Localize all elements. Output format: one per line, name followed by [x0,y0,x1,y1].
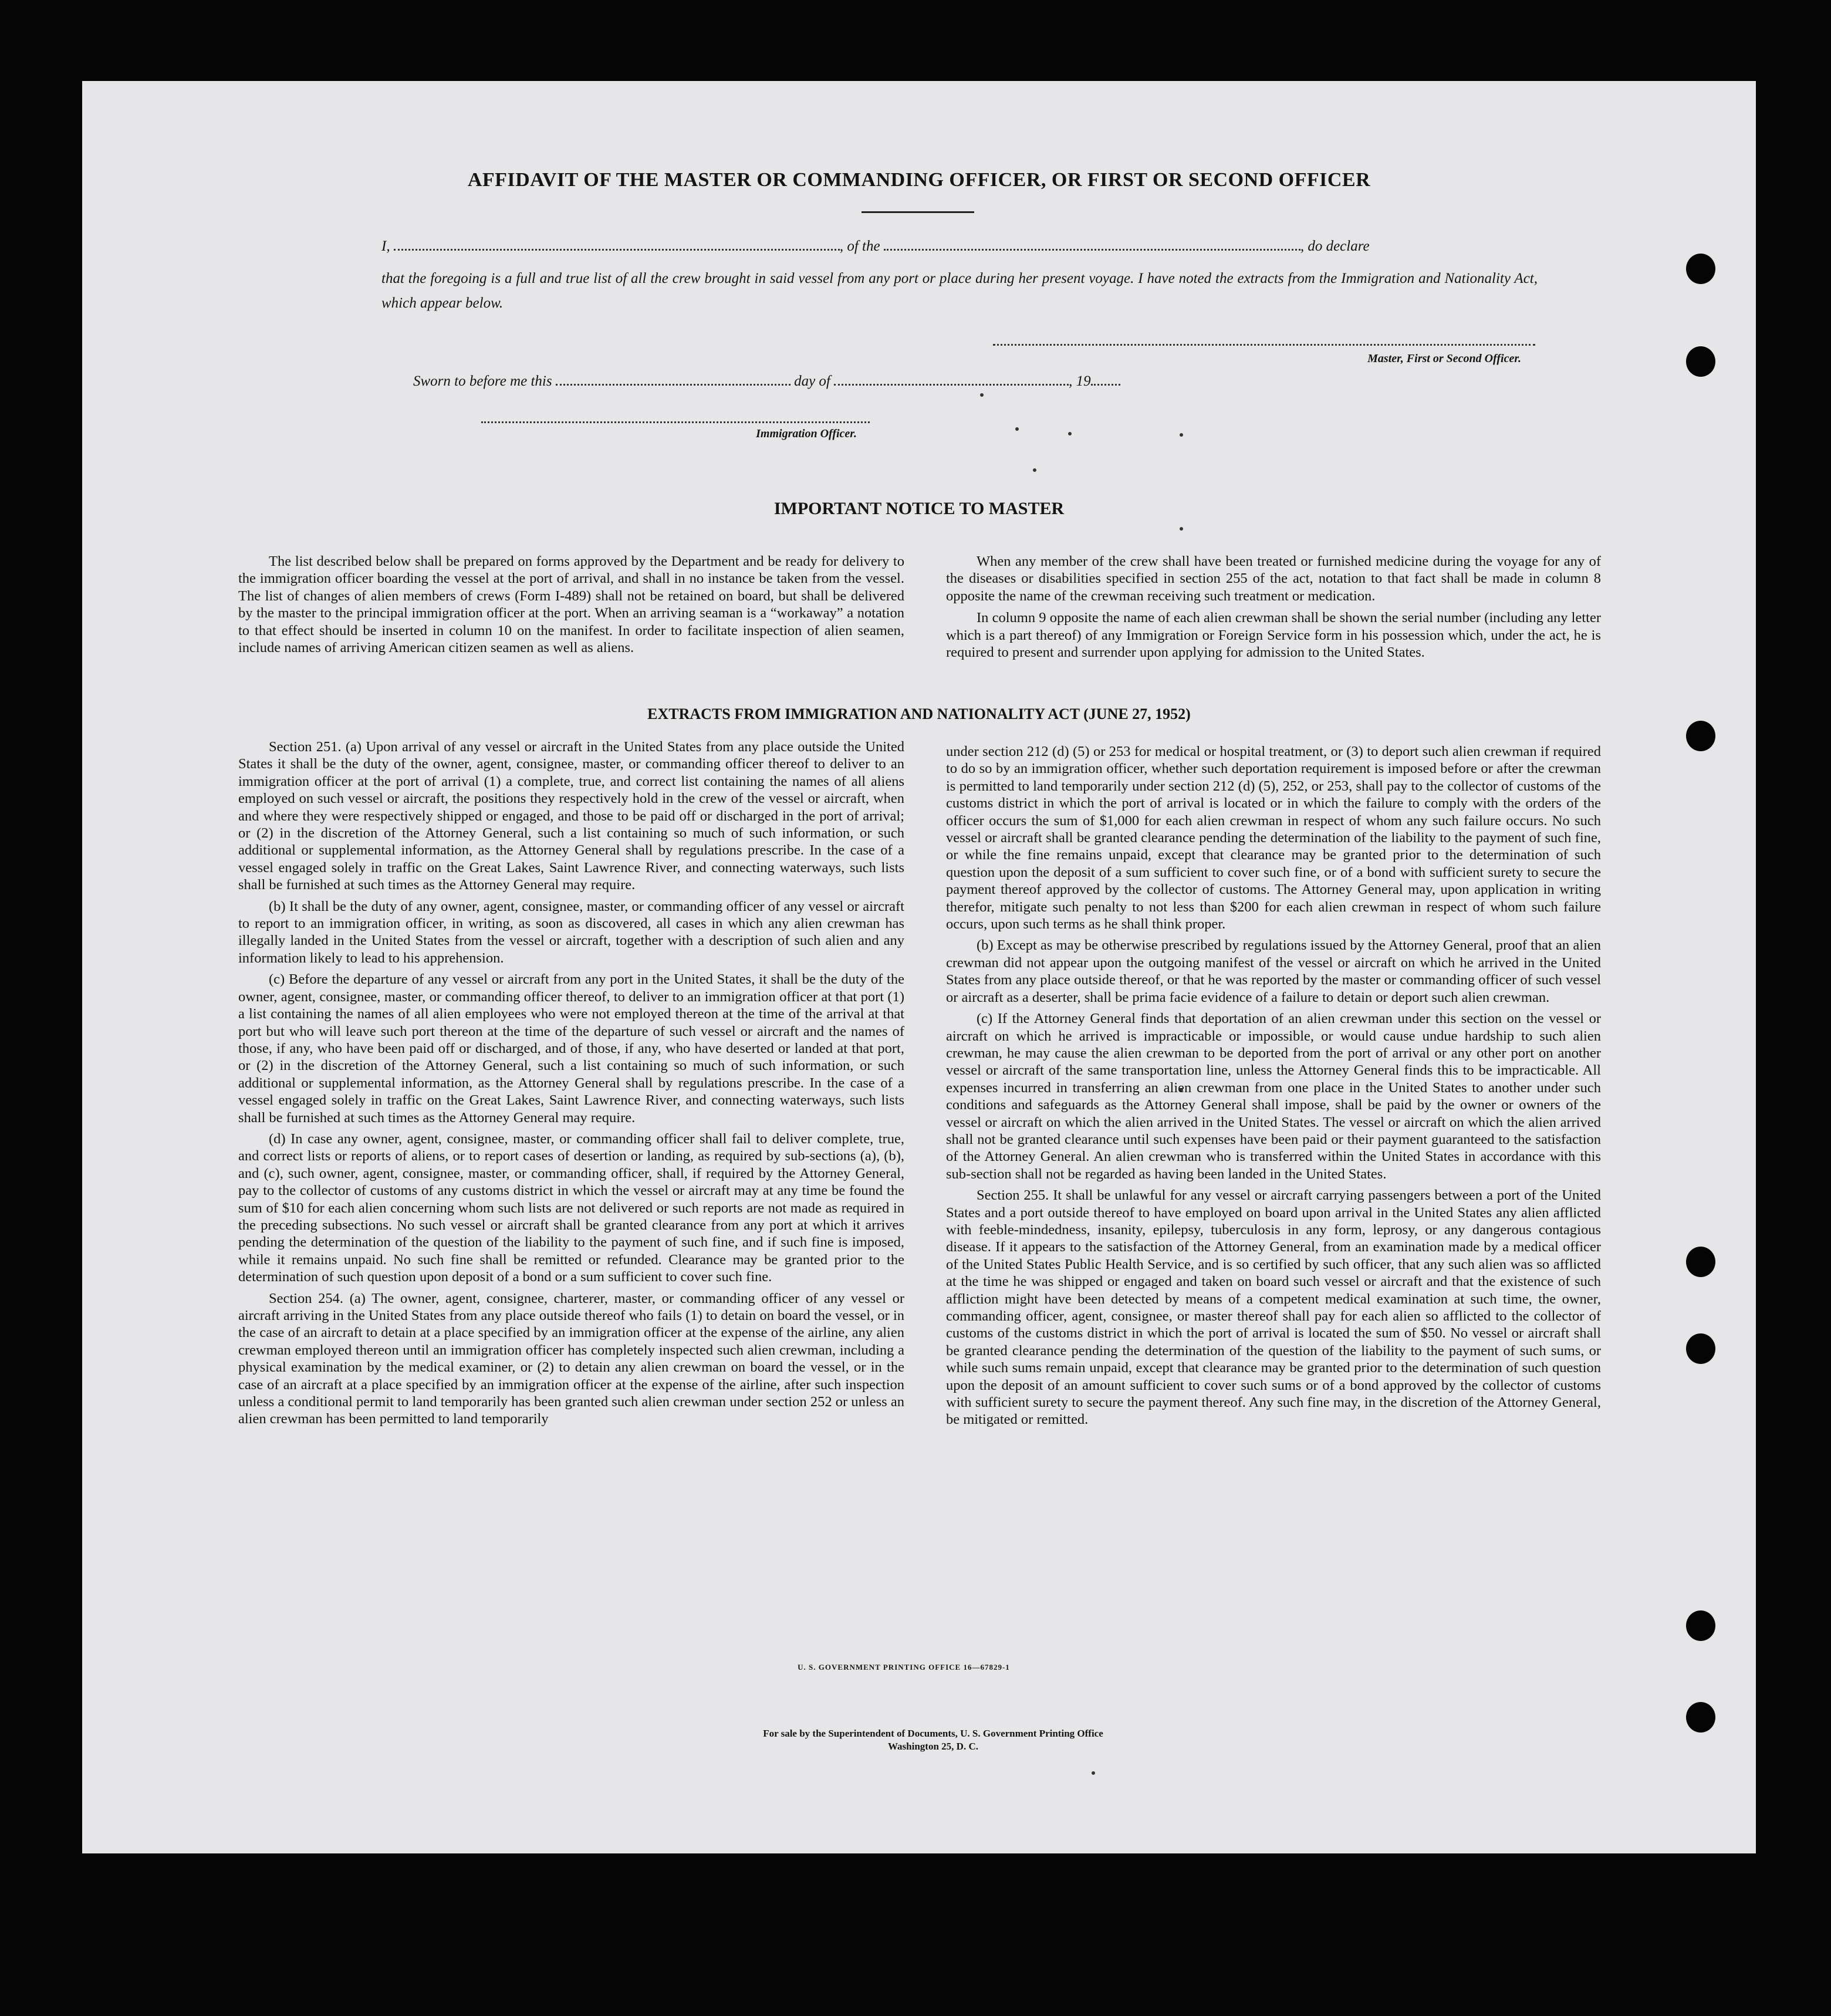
declaration-end: , do declare [1300,238,1370,254]
extracts-right-column [946,743,1601,1429]
speck [1033,468,1036,472]
speck [1015,427,1019,431]
notice-left-column [238,553,904,656]
extract-paragraph: (d) In case any owner, agent, consignee, master, or commanding officer shall fail to deliver complete, true, and correct lists or reports of aliens, or to report cases of desertion or landing, as required by sub-sections (a), (b), and (c), such owner, agent, consignee, master, or commanding officer, shall, if required by the Attorney General, pay to the collector of customs of any customs district in which the vessel or aircraft may at any time be found the sum of $10 for each alien concerning whom such lists are not delivered or such reports are not made as required in the preceding subsections. No such vessel or aircraft shall be granted clearance from any port at which it arrives pending the determination of the question of the liability to the payment of such fine, and if such fine is imposed, while it remains unpaid. No such fine shall be remitted or refunded. Clearance may be granted prior to the determination of such question upon deposit of a bond or a sum sufficient to cover such fine. [238,1130,904,1285]
sworn-month-field[interactable] [834,384,1069,386]
title-rule [862,211,974,213]
name-field[interactable] [394,249,840,251]
immigration-officer-label: Immigration Officer. [756,427,857,440]
sale-line: For sale by the Superintendent of Documents, U. S. Government Printing Office [763,1728,1103,1739]
speck [1068,432,1072,435]
notice-paragraph: The list described below shall be prepared on forms approved by the Department and be ready for delivery to the immigration officer boarding the vessel at the port of arrival, and shall in no instance be taken from the vessel. The list of changes of alien members of crews (Form I-489) shall not be retained on board, but shall be delivered by the master to the principal immigration officer at the port. When an arriving seaman is a “workaway” a notation to that effect should be inserted in column 10 on the manifest. In order to facilitate inspection of alien seamen, include names of arriving American citizen seamen as well as aliens. [238,553,904,656]
printer-imprint: U. S. GOVERNMENT PRINTING OFFICE 16—67829-1 [798,1663,1010,1671]
notice-paragraph: When any member of the crew shall have been treated or furnished medicine during the voyage for any of the diseases or disabilities specified in section 255 of the act, notation to that fact shall be made in column 8 opposite the name of the crewman receiving such treatment or medication. [946,553,1601,604]
sworn-mid: day of [794,373,830,389]
extract-paragraph: (b) It shall be the duty of any owner, agent, consignee, master, or commanding officer of any vessel or aircraft to report to an immigration officer, in writing, as soon as discovered, all cases in which any alien crewman has illegally landed in the United States from the vessel or aircraft, together with a description of such alien and any information likely to lead to his apprehension. [238,898,904,966]
extract-paragraph: Section 255. It shall be unlawful for any vessel or aircraft carrying passengers between a port of the United States and a port outside thereof to have employed on board upon arrival in the United States any alien afflicted with feeble-mindedness, insanity, epilepsy, tuberculosis in any form, leprosy, or any dangerous contagious disease. If it appears to the satisfaction of the Attorney General, from an examination made by a medical officer of the United States Public Health Service, and is so certified by such officer, that any such alien was so afflicted at the time he was shipped or engaged and taken on board such vessel or aircraft and that the existence of such affliction might have been detected by means of a competent medical examination at such time, the owner, commanding officer, agent, consignee, or master thereof shall pay for each alien so afflicted to the collector of customs of the customs district in which the port of arrival is located the sum of $50. No vessel or aircraft shall be granted clearance pending the determination of the question of the liability to the payment of such sums, or while such sums remain unpaid, except that clearance may be granted prior to the determination of such question upon the deposit of an amount sufficient to cover such sums or of a bond approved by the collector of customs with sufficient surety to secure the payment thereof. Any such fine may, in the discretion of the Attorney General, be mitigated or remitted. [946,1187,1601,1428]
extract-paragraph: Section 251. (a) Upon arrival of any vessel or aircraft in the United States from any place outside the United States it shall be the duty of the owner, agent, consignee, master, or commanding officer thereof to deliver to an immigration officer at the port of arrival (1) a complete, true, and correct list containing the names of all aliens employed on such vessel or aircraft, the positions they respectively hold in the crew of the vessel or aircraft, when and where they were respectively shipped or engaged, and those to be paid off or discharged in the port of arrival; or (2) in the discretion of the Attorney General, such a list containing so much of such information, or such additional or supplemental information, as the Attorney General shall by regulations prescribe. In the case of a vessel engaged solely in traffic on the Great Lakes, Saint Lawrence River, and connecting waterways, such lists shall be furnished at such times as the Attorney General may require. [238,739,904,893]
sworn-day-field[interactable] [556,384,790,386]
notice-title: IMPORTANT NOTICE TO MASTER [773,499,1065,518]
signature-label: Master, First or Second Officer. [1367,352,1521,365]
notice-paragraph: In column 9 opposite the name of each alien crewman shall be shown the serial number (including any letter which is a part thereof) of any Immigration or Foreign Service form in his possession which, under the act, he is required to present and surrender upon applying for admission to the United States. [946,610,1601,661]
declaration-mid: , of the [839,238,880,254]
declaration-line [381,238,1538,255]
extracts-title: EXTRACTS FROM IMMIGRATION AND NATIONALITY ACT (JUNE 27, 1952) [647,705,1191,722]
sworn-line [413,373,1293,390]
speck [1180,527,1183,531]
declaration-statement: that the foregoing is a full and true list of all the crew brought in said vessel from any port or place during her present voyage. I have noted the extracts from the Immigration and Nationality Act, which appear below. [381,271,1538,311]
punch-hole [1686,721,1715,751]
sworn-start: Sworn to before me this [413,373,552,389]
extract-paragraph: Section 254. (a) The owner, agent, consignee, charterer, master, or commanding officer of any vessel or aircraft arriving in the United States from any place outside thereof who fails (1) to detain on board the vessel, or in the case of an aircraft to detain at a place specified by an immigration officer at the expense of the airline, any alien crewman employed thereon until an immigration officer has completely inspected such alien crewman, including a physical examination by the medical examiner, or (2) to detain any alien crewman on board the vessel, or in the case of an aircraft at a place specified by an immigration officer at the expense of the airline, after such inspection unless a conditional permit to land temporarily has been granted such alien crewman under section 252 or unless an alien crewman has been permitted to land temporarily [238,1290,904,1427]
document-page [82,81,1756,1853]
punch-hole [1686,346,1715,377]
sworn-year-field[interactable] [1091,384,1120,386]
punch-hole [1686,1610,1715,1641]
notice-right-column [946,553,1601,661]
extract-paragraph: (c) Before the departure of any vessel or aircraft from any port in the United States, it shall be the duty of the owner, agent, consignee, master, or commanding officer thereof, to deliver to an immigration officer at that port (1) a list containing the names of all alien employees who were not employed thereon at the time of the arrival at that port but who will leave such port thereon at the time of the departure of such vessel or aircraft and the names of those, if any, who have been paid off or discharged, and of those, if any, who have deserted or landed at that port, or (2) in the discretion of the Attorney General, such a list containing so much of such information, or such additional or supplemental information, as the Attorney General shall by regulations prescribe. In the case of a vessel engaged solely in traffic on the Great Lakes, Saint Lawrence River, and connecting waterways, such lists shall be furnished at such times as the Attorney General may require. [238,971,904,1126]
sworn-end: , 19 [1069,373,1091,389]
punch-hole [1686,1247,1715,1277]
affidavit-title: AFFIDAVIT OF THE MASTER OR COMMANDING OFFICER, OR FIRST OR SECOND OFFICER [467,169,1371,191]
vessel-field[interactable] [884,249,1300,251]
immigration-officer-field[interactable] [481,421,870,423]
punch-hole [1686,1333,1715,1364]
extract-paragraph: (b) Except as may be otherwise prescribed by regulations issued by the Attorney General, proof that an alien crewman did not appear upon the outgoing manifest of the vessel or aircraft on which he arrived in the United States from any place outside thereof, or that he was reported by the master or commanding officer of such vessel or aircraft as a deserter, shall be prima facie evidence of a failure to detain or deport such alien crewman. [946,937,1601,1005]
speck [1180,433,1183,437]
speck [980,393,984,397]
declaration-start: I, [381,238,390,254]
sale-notice [610,1727,1256,1753]
signature-field[interactable] [993,344,1535,346]
extract-paragraph: under section 212 (d) (5) or 253 for medical or hospital treatment, or (3) to deport such alien crewman if required to do so by an immigration officer, whether such deportation requirement is imposed before or after the crewman is permitted to land temporarily under section 212 (d) (5), 252, or 253, shall pay to the collector of customs of the customs district in which the port of arrival is located or in which the failure to comply with the orders of the officer occurs the sum of $1,000 for each alien crewman in respect of whom any such failure occurs. No such vessel or aircraft shall be granted clearance pending the determination of the liability to the payment of such fine, or while the fine remains unpaid, except that clearance may be granted prior to the determination of such question upon the deposit of a sum sufficient to cover such fine, or of a bond with sufficient surety to secure the payment thereof approved by the collector of customs. The Attorney General may, upon application in writing therefor, mitigate such penalty to not less than $200 for each alien crewman in respect of whom such failure occurs, upon such terms as he shall think proper. [946,744,1601,933]
extract-paragraph: (c) If the Attorney General finds that deportation of an alien crewman under this section on the vessel or aircraft on which he arrived is impracticable or impossible, or would cause undue hardship to such alien crewman, he may cause the alien crewman to be deported from the port of arrival or any other port on another vessel or aircraft of the same transportation line, unless the Attorney General finds this to be impracticable. All expenses incurred in transferring an alien crewman from one place in the United States to another under such conditions and safeguards as the Attorney General shall impose, shall be paid by the owner or owners of the vessel or aircraft on which the alien arrived in the United States. The vessel or aircraft on which the alien arrived shall not be granted clearance until such expenses have been paid or their payment guaranteed to the satisfaction of the Attorney General. An alien crewman who is transferred within the United States in accordance with this sub-section shall not be regarded as having been landed in the United States. [946,1011,1601,1182]
punch-hole [1686,1702,1715,1733]
extracts-left-column [238,738,904,1428]
punch-hole [1686,254,1715,284]
speck [1092,1771,1095,1775]
sale-line: Washington 25, D. C. [888,1741,978,1752]
